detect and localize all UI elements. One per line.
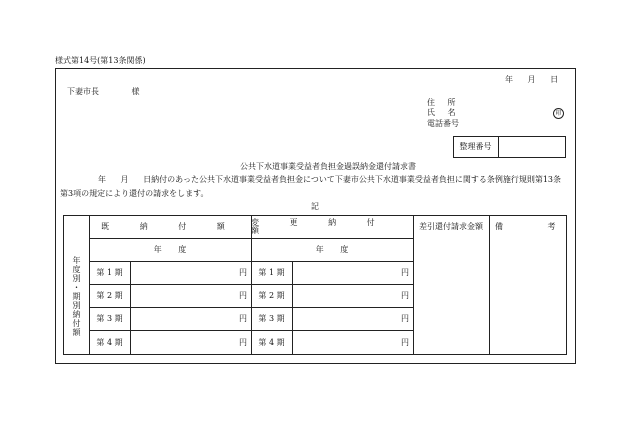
address-label: 住 所 [427, 98, 456, 107]
changed-period-3: 第 3 期 [258, 313, 285, 323]
paid-amount-1-unit: 円 [239, 267, 247, 277]
remarks-field[interactable] [490, 239, 566, 354]
paid-amount-2-unit: 円 [239, 290, 247, 300]
phone-label: 電話番号 [427, 119, 459, 128]
name-label: 氏 名 [427, 108, 456, 117]
changed-period-2: 第 2 期 [258, 290, 285, 300]
changed-amount-1-unit: 円 [401, 267, 409, 277]
refund-amount-field[interactable] [414, 239, 488, 354]
paid-period-3: 第 3 期 [96, 313, 123, 323]
document-title: 公共下水道事業受益者負担金過誤納金還付請求書 [240, 162, 416, 171]
changed-amount-4-unit: 円 [401, 337, 409, 347]
paid-amount-4-unit: 円 [239, 337, 247, 347]
paid-period-1: 第 1 期 [96, 267, 123, 277]
changed-period-4: 第 4 期 [258, 337, 285, 347]
row-header-label: 年度別・期別納付額 [72, 256, 81, 337]
form-number: 様式第14号(第13条関係) [55, 56, 146, 65]
changed-fiscal-year: 年 度 [315, 244, 349, 254]
reference-number-field[interactable] [499, 140, 565, 154]
ki-label: 記 [311, 202, 319, 211]
changed-amount-3-unit: 円 [401, 313, 409, 323]
changed-period-1: 第 1 期 [258, 267, 285, 277]
paid-period-4: 第 4 期 [96, 337, 123, 347]
body-line-1: 年 月 日納付のあった公共下水道事業受益者負担金について下妻市公共下水道事業受益者負担に関する条例施行規則第13条 [98, 175, 562, 184]
changed-header: 変 更 納 付 額 [251, 217, 389, 235]
paid-fiscal-year: 年 度 [153, 244, 187, 254]
addressee: 下妻市長 様 [67, 87, 140, 96]
refund-header: 差引還付請求金額 [419, 221, 483, 231]
reference-number-label: 整理番号 [459, 142, 492, 151]
date-line: 年 月 日 [505, 75, 559, 84]
paid-amount-3-unit: 円 [239, 313, 247, 323]
remarks-header: 備 考 [495, 221, 556, 231]
changed-amount-2-unit: 円 [401, 290, 409, 300]
body-line-2: 第3項の規定により還付の請求をします。 [60, 189, 209, 198]
paid-header: 既 納 付 額 [101, 221, 239, 231]
seal-icon: 印 [553, 108, 564, 119]
paid-period-2: 第 2 期 [96, 290, 123, 300]
